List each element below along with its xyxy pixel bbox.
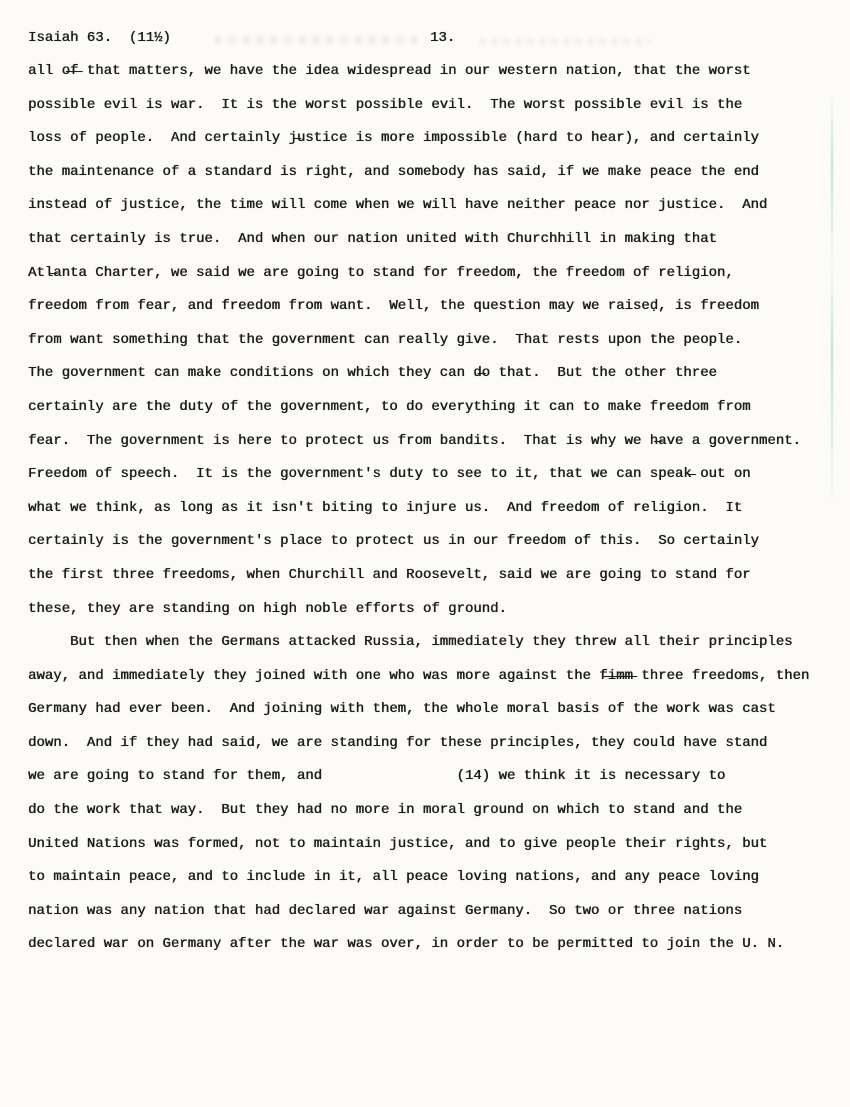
text-line: loss of people. And certainly j̶ustice is more impossible (hard to hear), and certainly (28, 130, 759, 147)
header-scripture-reference: Isaiah 63. (11½) (28, 30, 171, 46)
text-line: that certainly is true. And when our nation united with Churchhill in making that (28, 230, 717, 247)
text-line: But then when the Germans attacked Russia, immediately they threw all their principles (28, 634, 793, 651)
paragraph-2 (28, 626, 846, 962)
text-line: the first three freedoms, when Churchill and Roosevelt, said we are going to stand for (28, 566, 751, 583)
text-line: do the work that way. But they had no more in moral ground on which to stand and the (28, 802, 743, 819)
text-line: possible evil is war. It is the worst possible evil. The worst possible evil is the (28, 96, 743, 113)
text-line: we are going to stand for them, and (14) we think it is necessary to (28, 768, 726, 785)
text-line: freedom from fear, and freedom from want. Well, the question may we raiseḍ, is freedom (28, 298, 759, 315)
text-line: Germany had ever been. And joining with them, the whole moral basis of the work was cast (28, 701, 776, 718)
text-line: what we think, as long as it isn't biting to injure us. And freedom of religion. It (28, 499, 743, 516)
text-line: declared war on Germany after the war was over, in order to be permitted to join the U. N. (28, 936, 785, 953)
paragraph-1 (28, 55, 846, 626)
text-line: from want something that the government can really give. That rests upon the people. (28, 331, 743, 348)
text-line: fear. The government is here to protect us from bandits. That is why we h̶ave a government. (28, 432, 801, 449)
text-line: nation was any nation that had declared war against Germany. So two or three nations (28, 902, 743, 919)
text-line: the maintenance of a standard is right, and somebody has said, if we make peace the end (28, 163, 759, 180)
text-line: away, and immediately they joined with one who was more against the f̶i̶m̶m̶ three freedoms, then (28, 667, 810, 684)
text-line: these, they are standing on high noble efforts of ground. (28, 600, 507, 617)
page-number: 13. (430, 30, 456, 46)
text-line: United Nations was formed, not to maintain justice, and to give people their rights, but (28, 835, 768, 852)
text-line: Freedom of speech. It is the government's duty to see to it, that we can speak̶ out on (28, 466, 751, 483)
text-line: all o̶f̶ that matters, we have the idea widespread in our western nation, that the worst (28, 63, 751, 79)
document-body (28, 55, 846, 962)
text-line: to maintain peace, and to include in it, all peace loving nations, and any peace loving (28, 869, 759, 886)
page-header (28, 30, 830, 52)
text-line: certainly are the duty of the government, to do everything it can to make freedom from (28, 398, 751, 415)
text-line: down. And if they had said, we are standing for these principles, they could have stand (28, 734, 768, 751)
text-line: instead of justice, the time will come when we will have neither peace nor justice. And (28, 197, 768, 214)
text-line: Atl̶anta Charter, we said we are going to stand for freedom, the freedom of religion, (28, 264, 734, 281)
text-line: certainly is the government's place to protect us in our freedom of this. So certainly (28, 533, 759, 550)
text-line: The government can make conditions on which they can d̶o that. But the other three (28, 365, 717, 382)
scan-edge-artifact (831, 90, 833, 510)
